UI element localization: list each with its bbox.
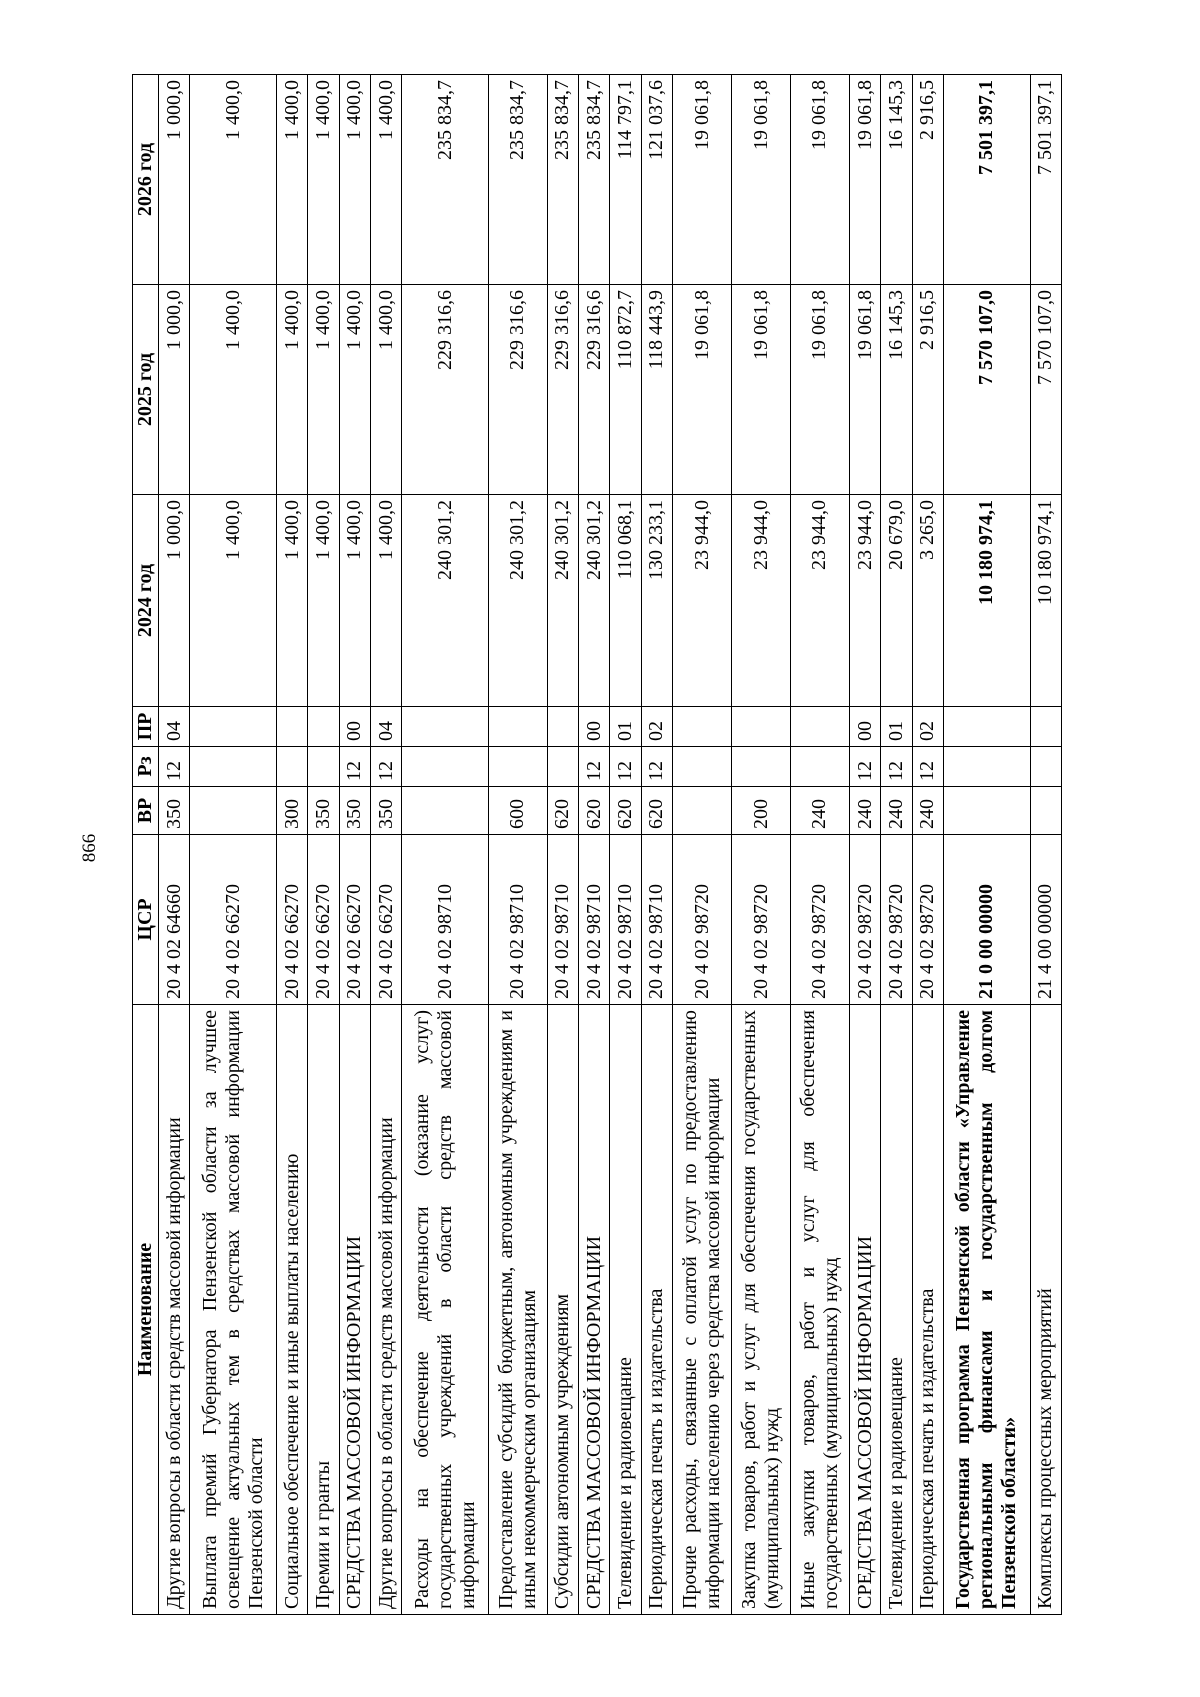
cell-pr: 00 xyxy=(579,707,610,747)
cell-2026: 19 061,8 xyxy=(849,75,880,285)
cell-rz xyxy=(402,747,489,787)
cell-vr: 620 xyxy=(547,787,578,835)
cell-2026: 235 834,7 xyxy=(488,75,547,285)
cell-pr: 02 xyxy=(641,707,672,747)
cell-2024: 23 944,0 xyxy=(732,495,791,707)
cell-2025: 1 400,0 xyxy=(276,285,307,495)
cell-vr: 240 xyxy=(791,787,850,835)
cell-name: Выплата премий Губернатора Пензенской области за лучшее освещение актуальных тем в средствах массовой информации Пензенской области xyxy=(190,1005,277,1615)
cell-2026: 19 061,8 xyxy=(791,75,850,285)
cell-name: СРЕДСТВА МАССОВОЙ ИНФОРМАЦИИ xyxy=(339,1005,370,1615)
cell-2025: 1 400,0 xyxy=(308,285,339,495)
cell-2026: 16 145,3 xyxy=(881,75,912,285)
cell-2024: 3 265,0 xyxy=(912,495,943,707)
cell-pr: 04 xyxy=(370,707,401,747)
table-row xyxy=(1030,75,1061,1615)
cell-vr xyxy=(1030,787,1061,835)
header-pr: ПР xyxy=(133,707,159,747)
cell-csr: 20 4 02 98710 xyxy=(402,835,489,1005)
cell-2024: 240 301,2 xyxy=(488,495,547,707)
cell-name: Иные закупки товаров, работ и услуг для обеспечения государственных (муниципальных) нужд xyxy=(791,1005,850,1615)
header-2025: 2025 год xyxy=(133,285,159,495)
cell-vr: 620 xyxy=(610,787,641,835)
cell-rz: 12 xyxy=(579,747,610,787)
cell-2024: 23 944,0 xyxy=(673,495,732,707)
table-row xyxy=(190,75,277,1615)
cell-pr xyxy=(673,707,732,747)
cell-pr xyxy=(402,707,489,747)
cell-2024: 1 400,0 xyxy=(308,495,339,707)
header-vr: ВР xyxy=(133,787,159,835)
cell-2026: 114 797,1 xyxy=(610,75,641,285)
cell-name: Прочие расходы, связанные с оплатой услуг по предоставлению информации населению через средства массовой информации xyxy=(673,1005,732,1615)
cell-csr: 21 0 00 00000 xyxy=(943,835,1030,1005)
cell-2024: 1 400,0 xyxy=(276,495,307,707)
cell-vr: 350 xyxy=(159,787,190,835)
cell-2026: 1 400,0 xyxy=(339,75,370,285)
cell-vr: 600 xyxy=(488,787,547,835)
cell-2024: 1 400,0 xyxy=(190,495,277,707)
cell-2024: 240 301,2 xyxy=(402,495,489,707)
table-row xyxy=(308,75,339,1615)
cell-vr xyxy=(190,787,277,835)
cell-pr: 02 xyxy=(912,707,943,747)
cell-2024: 1 000,0 xyxy=(159,495,190,707)
cell-2026: 2 916,5 xyxy=(912,75,943,285)
cell-rz xyxy=(732,747,791,787)
cell-csr: 20 4 02 66270 xyxy=(370,835,401,1005)
cell-2025: 19 061,8 xyxy=(673,285,732,495)
cell-pr xyxy=(1030,707,1061,747)
cell-2024: 110 068,1 xyxy=(610,495,641,707)
cell-rz xyxy=(308,747,339,787)
cell-name: Периодическая печать и издательства xyxy=(641,1005,672,1615)
cell-2026: 121 037,6 xyxy=(641,75,672,285)
cell-rz: 12 xyxy=(159,747,190,787)
cell-rz: 12 xyxy=(339,747,370,787)
cell-rz xyxy=(673,747,732,787)
cell-2026: 19 061,8 xyxy=(732,75,791,285)
cell-2025: 2 916,5 xyxy=(912,285,943,495)
cell-csr: 20 4 02 98720 xyxy=(881,835,912,1005)
cell-pr xyxy=(190,707,277,747)
cell-name: Периодическая печать и издательства xyxy=(912,1005,943,1615)
cell-name: СРЕДСТВА МАССОВОЙ ИНФОРМАЦИИ xyxy=(849,1005,880,1615)
cell-vr xyxy=(673,787,732,835)
cell-2025: 110 872,7 xyxy=(610,285,641,495)
table-row xyxy=(610,75,641,1615)
cell-2024: 1 400,0 xyxy=(339,495,370,707)
cell-vr: 240 xyxy=(912,787,943,835)
cell-csr: 20 4 02 98720 xyxy=(673,835,732,1005)
cell-pr: 00 xyxy=(849,707,880,747)
cell-2025: 1 400,0 xyxy=(339,285,370,495)
table-row xyxy=(159,75,190,1615)
cell-rz: 12 xyxy=(610,747,641,787)
cell-rz xyxy=(943,747,1030,787)
cell-2024: 23 944,0 xyxy=(849,495,880,707)
cell-2026: 1 000,0 xyxy=(159,75,190,285)
cell-2024: 20 679,0 xyxy=(881,495,912,707)
cell-pr xyxy=(791,707,850,747)
table-row xyxy=(732,75,791,1615)
cell-pr xyxy=(732,707,791,747)
cell-csr: 20 4 02 98720 xyxy=(912,835,943,1005)
cell-rz xyxy=(276,747,307,787)
cell-name: Социальное обеспечение и иные выплаты населению xyxy=(276,1005,307,1615)
cell-2026: 235 834,7 xyxy=(402,75,489,285)
table-row xyxy=(641,75,672,1615)
cell-rz: 12 xyxy=(912,747,943,787)
cell-2024: 240 301,2 xyxy=(547,495,578,707)
cell-2025: 1 000,0 xyxy=(159,285,190,495)
cell-2025: 1 400,0 xyxy=(190,285,277,495)
cell-2026: 7 501 397,1 xyxy=(1030,75,1061,285)
cell-pr: 01 xyxy=(881,707,912,747)
cell-pr xyxy=(488,707,547,747)
header-2024: 2024 год xyxy=(133,495,159,707)
cell-2025: 19 061,8 xyxy=(849,285,880,495)
cell-rz: 12 xyxy=(370,747,401,787)
cell-2026: 235 834,7 xyxy=(579,75,610,285)
header-rz: Рз xyxy=(133,747,159,787)
header-2026: 2026 год xyxy=(133,75,159,285)
cell-csr: 20 4 02 66270 xyxy=(276,835,307,1005)
cell-2025: 229 316,6 xyxy=(402,285,489,495)
cell-csr: 20 4 02 64660 xyxy=(159,835,190,1005)
cell-2024: 1 400,0 xyxy=(370,495,401,707)
budget-table xyxy=(132,74,1062,1615)
table-row xyxy=(370,75,401,1615)
cell-name: Закупка товаров, работ и услуг для обеспечения государственных (муниципальных) нужд xyxy=(732,1005,791,1615)
cell-csr: 20 4 02 98710 xyxy=(547,835,578,1005)
cell-2025: 19 061,8 xyxy=(732,285,791,495)
table-row xyxy=(943,75,1030,1615)
cell-name: Другие вопросы в области средств массовой информации xyxy=(159,1005,190,1615)
cell-pr: 00 xyxy=(339,707,370,747)
cell-pr xyxy=(547,707,578,747)
cell-vr: 350 xyxy=(370,787,401,835)
cell-2025: 19 061,8 xyxy=(791,285,850,495)
cell-vr: 620 xyxy=(579,787,610,835)
cell-vr: 240 xyxy=(881,787,912,835)
cell-2024: 10 180 974,1 xyxy=(1030,495,1061,707)
cell-2025: 229 316,6 xyxy=(488,285,547,495)
cell-2025: 229 316,6 xyxy=(547,285,578,495)
cell-2025: 16 145,3 xyxy=(881,285,912,495)
table-row xyxy=(402,75,489,1615)
cell-2026: 1 400,0 xyxy=(308,75,339,285)
cell-2024: 130 233,1 xyxy=(641,495,672,707)
cell-vr: 350 xyxy=(308,787,339,835)
cell-pr xyxy=(943,707,1030,747)
table-row xyxy=(849,75,880,1615)
cell-csr: 21 4 00 00000 xyxy=(1030,835,1061,1005)
cell-2025: 118 443,9 xyxy=(641,285,672,495)
cell-vr xyxy=(943,787,1030,835)
cell-2025: 7 570 107,0 xyxy=(943,285,1030,495)
cell-vr xyxy=(402,787,489,835)
table-row xyxy=(791,75,850,1615)
cell-name: СРЕДСТВА МАССОВОЙ ИНФОРМАЦИИ xyxy=(579,1005,610,1615)
cell-csr: 20 4 02 66270 xyxy=(190,835,277,1005)
cell-2024: 23 944,0 xyxy=(791,495,850,707)
rotated-table-container xyxy=(132,75,1062,1615)
cell-csr: 20 4 02 98720 xyxy=(732,835,791,1005)
cell-vr: 350 xyxy=(339,787,370,835)
table-row xyxy=(276,75,307,1615)
cell-2026: 1 400,0 xyxy=(370,75,401,285)
cell-csr: 20 4 02 98720 xyxy=(791,835,850,1005)
cell-vr: 620 xyxy=(641,787,672,835)
header-csr: ЦСР xyxy=(133,835,159,1005)
cell-name: Телевидение и радиовещание xyxy=(610,1005,641,1615)
page-number: 866 xyxy=(79,833,100,863)
cell-vr: 200 xyxy=(732,787,791,835)
cell-rz xyxy=(190,747,277,787)
table-row xyxy=(912,75,943,1615)
table-header-row xyxy=(133,75,159,1615)
cell-name: Государственная программа Пензенской области «Управление региональными финансами и государственным долгом Пензенской области» xyxy=(943,1005,1030,1615)
cell-rz xyxy=(488,747,547,787)
cell-2025: 1 400,0 xyxy=(370,285,401,495)
table-row xyxy=(339,75,370,1615)
cell-name: Комплексы процессных мероприятий xyxy=(1030,1005,1061,1615)
table-row xyxy=(547,75,578,1615)
cell-name: Предоставление субсидий бюджетным, автономным учреждениям и иным некоммерческим организациям xyxy=(488,1005,547,1615)
cell-2026: 1 400,0 xyxy=(276,75,307,285)
cell-2026: 1 400,0 xyxy=(190,75,277,285)
cell-name: Телевидение и радиовещание xyxy=(881,1005,912,1615)
cell-2025: 7 570 107,0 xyxy=(1030,285,1061,495)
cell-csr: 20 4 02 66270 xyxy=(339,835,370,1005)
cell-2026: 19 061,8 xyxy=(673,75,732,285)
cell-2026: 7 501 397,1 xyxy=(943,75,1030,285)
cell-2026: 235 834,7 xyxy=(547,75,578,285)
cell-pr: 01 xyxy=(610,707,641,747)
cell-rz: 12 xyxy=(849,747,880,787)
cell-name: Субсидии автономным учреждениям xyxy=(547,1005,578,1615)
cell-csr: 20 4 02 98710 xyxy=(641,835,672,1005)
cell-pr: 04 xyxy=(159,707,190,747)
header-name: Наименование xyxy=(133,1005,159,1615)
table-row xyxy=(579,75,610,1615)
cell-2025: 229 316,6 xyxy=(579,285,610,495)
cell-rz: 12 xyxy=(881,747,912,787)
table-row xyxy=(673,75,732,1615)
cell-csr: 20 4 02 98710 xyxy=(488,835,547,1005)
cell-rz xyxy=(1030,747,1061,787)
cell-vr: 240 xyxy=(849,787,880,835)
cell-name: Расходы на обеспечение деятельности (оказание услуг) государственных учреждений в области средств массовой информации xyxy=(402,1005,489,1615)
cell-csr: 20 4 02 66270 xyxy=(308,835,339,1005)
cell-csr: 20 4 02 98720 xyxy=(849,835,880,1005)
cell-pr xyxy=(276,707,307,747)
cell-rz xyxy=(791,747,850,787)
cell-2024: 240 301,2 xyxy=(579,495,610,707)
cell-2024: 10 180 974,1 xyxy=(943,495,1030,707)
cell-rz: 12 xyxy=(641,747,672,787)
cell-vr: 300 xyxy=(276,787,307,835)
cell-name: Премии и гранты xyxy=(308,1005,339,1615)
cell-name: Другие вопросы в области средств массовой информации xyxy=(370,1005,401,1615)
cell-csr: 20 4 02 98710 xyxy=(579,835,610,1005)
cell-rz xyxy=(547,747,578,787)
table-row xyxy=(488,75,547,1615)
cell-pr xyxy=(308,707,339,747)
table-row xyxy=(881,75,912,1615)
cell-csr: 20 4 02 98710 xyxy=(610,835,641,1005)
table-body xyxy=(159,75,1062,1615)
